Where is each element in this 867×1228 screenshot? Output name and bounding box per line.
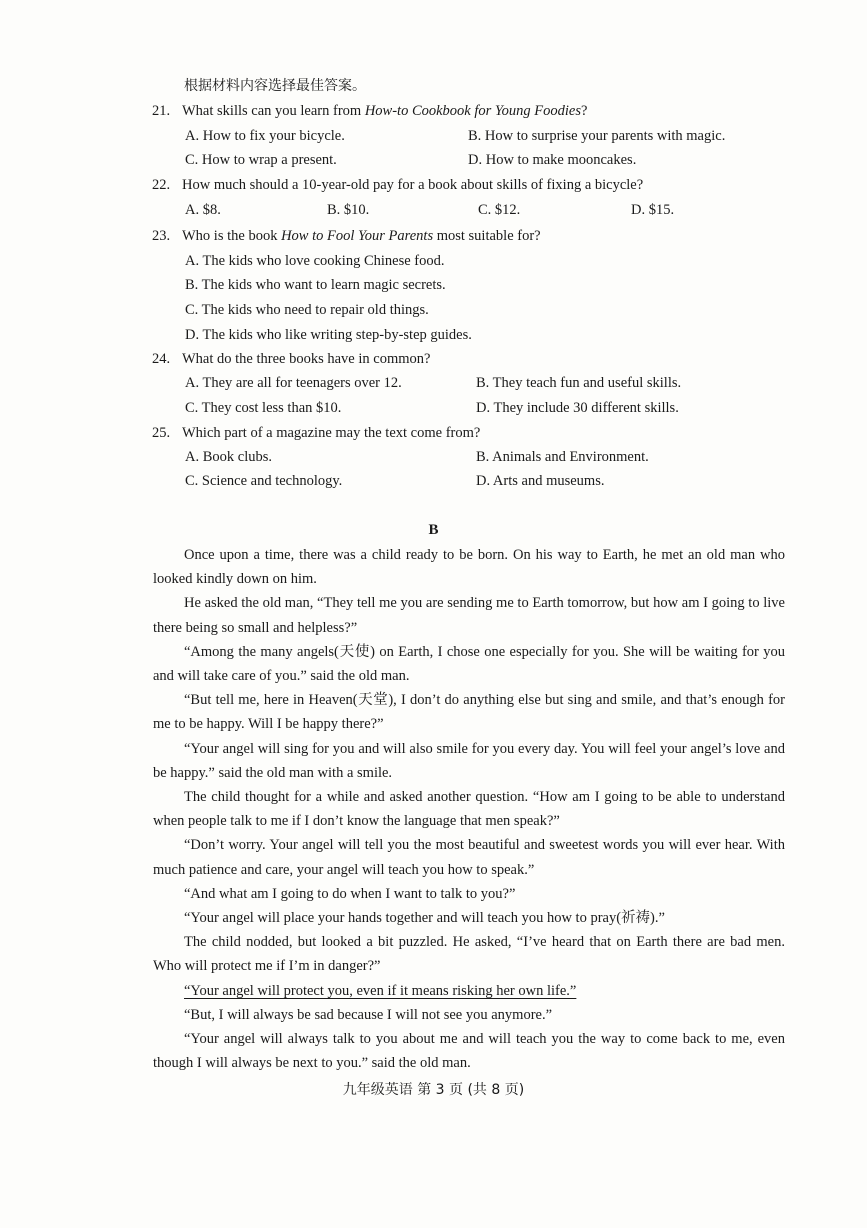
question-number: 24. (152, 351, 171, 367)
paragraph-2: He asked the old man, “They tell me you are sending me to Earth tomorrow, but how am I going to live there being so small and helpless?” (153, 595, 785, 636)
book-title: How to Fool Your Parents (281, 228, 434, 244)
paragraph-10: The child nodded, but looked a bit puzzled. He asked, “I’ve heard that on Earth there are bad men. Who will protect me if I’m in danger?” (153, 934, 785, 975)
paragraph-12: “But, I will always be sad because I will not see you anymore.” (184, 1006, 553, 1023)
question-number: 23. (152, 228, 171, 244)
option-21-a: A. How to fix your bicycle. (185, 128, 345, 144)
underlined-sentence: “Your angel will protect you, even if it means risking her own life.” (184, 982, 577, 999)
option-24-a: A. They are all for teenagers over 12. (185, 375, 402, 391)
paragraph-9: “Your angel will place your hands together and will teach you how to pray(祈祷).” (184, 910, 665, 927)
option-25-c: C. Science and technology. (185, 473, 343, 489)
option-23-d: D. The kids who like writing step-by-step guides. (185, 327, 472, 343)
paragraph-5: “Your angel will sing for you and will also smile for you every day. You will feel your angel’s love and be happy.” said the old man with a smile. (153, 740, 785, 781)
question-stem: What do the three books have in common? (182, 351, 431, 367)
option-22-a: A. $8. (185, 202, 221, 218)
page-footer: 九年级英语 第 3 页 (共 8 页) (342, 1082, 525, 1098)
paragraph-11 (153, 979, 785, 1003)
option-25-b: B. Animals and Environment. (476, 449, 649, 465)
question-number: 21. (152, 103, 171, 119)
option-23-c: C. The kids who need to repair old things. (185, 302, 429, 318)
question-stem: What skills can you learn from (182, 103, 365, 119)
question-stem-end: ? (580, 103, 588, 119)
option-22-b: B. $10. (327, 202, 370, 218)
question-24 (152, 349, 430, 369)
book-title: How-to Cookbook for Young Foodies (364, 103, 581, 119)
option-22-c: C. $12. (478, 202, 521, 218)
question-stem: Who is the book (182, 228, 282, 244)
option-25-d: D. Arts and museums. (476, 473, 605, 489)
option-24-c: C. They cost less than $10. (185, 400, 342, 416)
story-text (153, 543, 785, 1075)
option-24-b: B. They teach fun and useful skills. (476, 375, 682, 391)
question-number: 25. (152, 425, 171, 441)
paragraph-8: “And what am I going to do when I want to talk to you?” (184, 885, 516, 902)
option-23-a: A. The kids who love cooking Chinese food. (185, 253, 445, 269)
section-title: B (428, 522, 439, 538)
paragraph-6: The child thought for a while and asked another question. “How am I going to be able to understand when people talk to me if I don’t know the language that men speak?” (153, 789, 785, 830)
paragraph-3: “Among the many angels(天使) on Earth, I chose one especially for you. She will be waiting for you and will take care of you.” said the old man. (153, 643, 785, 685)
instruction: 根据材料内容选择最佳答案。 (184, 78, 366, 94)
paragraph-13: “Your angel will always talk to you about me and will teach you the way to come back to me, even though I will always be next to you.” said the old man. (153, 1031, 785, 1072)
option-21-d: D. How to make mooncakes. (468, 152, 637, 168)
question-number: 22. (152, 177, 171, 193)
option-23-b: B. The kids who want to learn magic secrets. (185, 277, 446, 293)
paragraph-1: Once upon a time, there was a child ready to be born. On his way to Earth, he met an old man who looked kindly down on him. (153, 547, 785, 588)
question-22 (152, 175, 643, 195)
question-21 (152, 101, 587, 121)
question-23 (152, 226, 541, 246)
question-stem: Which part of a magazine may the text come from? (182, 425, 481, 441)
option-21-c: C. How to wrap a present. (185, 152, 337, 168)
option-25-a: A. Book clubs. (185, 449, 272, 465)
question-25 (152, 423, 480, 443)
option-22-d: D. $15. (631, 202, 675, 218)
paragraph-7: “Don’t worry. Your angel will tell you the most beautiful and sweetest words you will ever hear. With much patience and care, your angel will teach you how to speak.” (153, 837, 785, 878)
option-24-d: D. They include 30 different skills. (476, 400, 679, 416)
option-21-b: B. How to surprise your parents with magic. (468, 128, 726, 144)
paragraph-4: “But tell me, here in Heaven(天堂), I don’t do anything else but sing and smile, and that’s enough for me to be happy. Will I be happy there?” (153, 692, 785, 733)
question-stem-end: most suitable for? (433, 228, 541, 244)
question-stem: How much should a 10-year-old pay for a book about skills of fixing a bicycle? (182, 177, 644, 193)
